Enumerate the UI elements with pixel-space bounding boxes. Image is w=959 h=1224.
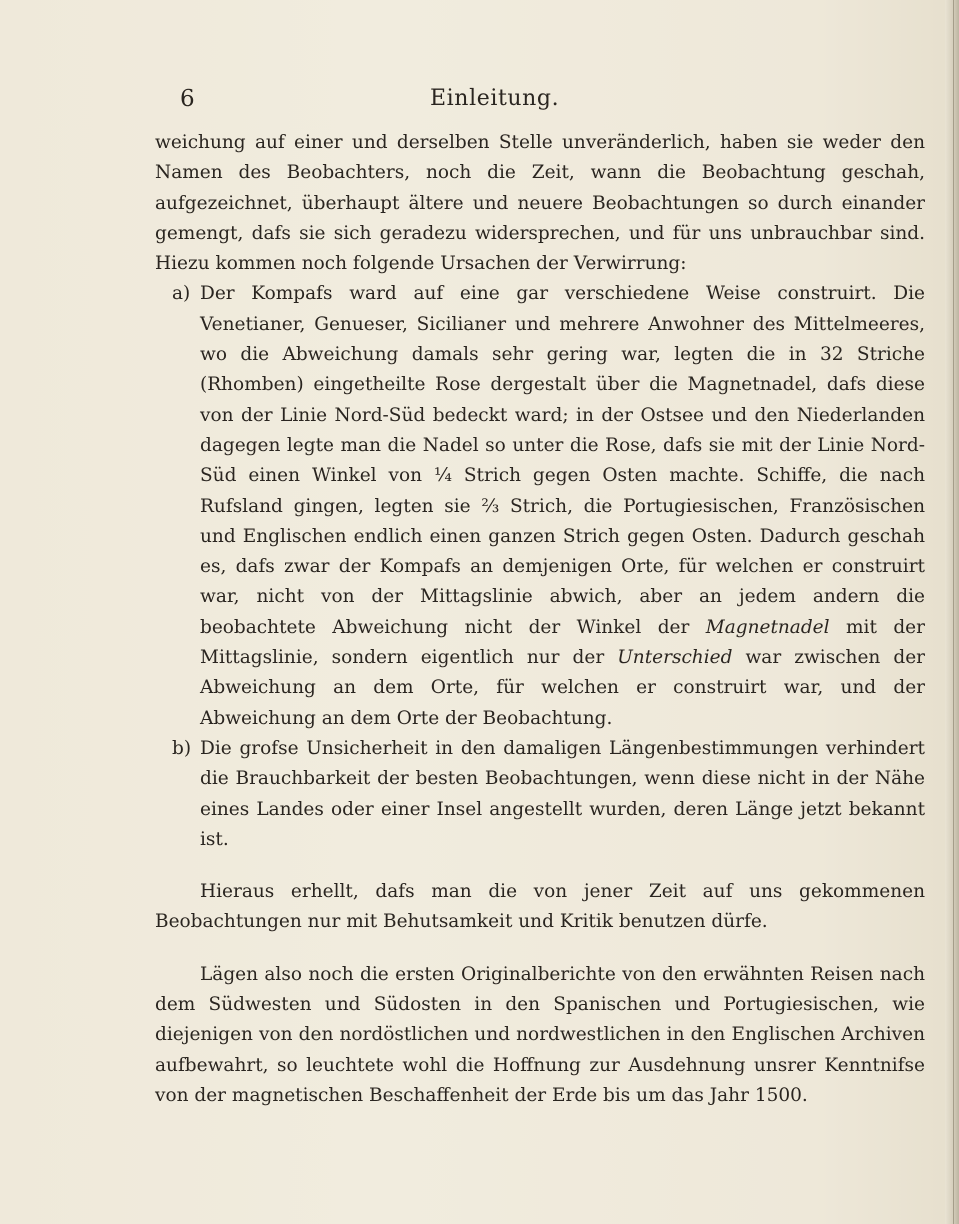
item-a-text-part2: mit der Mittagslinie, sondern eigentlich nur der (200, 616, 925, 669)
paragraph-gap (155, 938, 925, 960)
item-label-b: b) (172, 737, 192, 759)
page-number: 6 (180, 86, 195, 112)
item-a-italic-unterschied: Unterschied (617, 647, 733, 669)
list-item-b (155, 734, 925, 855)
running-head: Einleitung. (430, 86, 560, 111)
item-label-a: a) (172, 283, 191, 305)
page-edge-line (953, 0, 954, 1224)
item-a-italic-magnetnadel: Magnetnadel (705, 616, 830, 638)
page-edge (945, 0, 959, 1224)
paragraph-3: Lägen also noch die ersten Originalberichte von den erwähnten Reisen nach dem Südwesten und Südosten in den Spanischen und Portugiesischen, wie diejenigen von den nordöstlichen und nordwestlichen in den Englischen Archiven aufbewahrt, so leuchtete wohl die Hoffnung zur Ausdehnung unsrer Kenntnifse von der magnetischen Beschaffenheit der Erde bis um das Jahr 1500. (155, 963, 925, 1106)
paragraph-gap (155, 855, 925, 877)
intro-paragraph: weichung auf einer und derselben Stelle unveränderlich, haben sie weder den Namen des Beobachters, noch die Zeit, wann die Beobachtung geschah, aufgezeichnet, überhaupt ältere und neuere Beobachtungen so durch einander gemengt, dafs sie sich geradezu widersprechen, und für uns unbrauchbar sind. Hiezu kommen noch folgende Ursachen der Verwirrung: (155, 132, 925, 275)
page-header (0, 86, 959, 116)
paragraph-2: Hieraus erhellt, dafs man die von jener Zeit auf uns gekommenen Beobachtungen nur mit Behutsamkeit und Kritik benutzen dürfe. (155, 881, 925, 933)
text-block (155, 128, 925, 1111)
item-a-text-part1: Der Kompafs ward auf eine gar verschiedene Weise construirt. Die Venetianer, Genueser, Sicilianer und mehrere Anwohner des Mittelmeeres, wo die Abweichung damals sehr gering war, legten die in 32 Striche (Rhomben) eingetheilte Rose dergestalt über die Magnetnadel, dafs diese von der Linie Nord-Süd bedeckt ward; in der Ostsee und den Niederlanden dagegen legte man die Nadel so unter die Rose, dafs sie mit der Linie Nord-Süd einen Winkel von ¼ Strich gegen Osten machte. Schiffe, die nach Rufsland gingen, legten sie ⅔ Strich, die Portugiesischen, Französischen und Englischen endlich einen ganzen Strich gegen Osten. Dadurch geschah es, dafs zwar der Kompafs an demjenigen Orte, für welchen er construirt war, nicht von der Mittagslinie abwich, aber an jedem andern die beobachtete Abweichung nicht der Winkel der (200, 283, 925, 638)
list-item-a (155, 279, 925, 733)
item-a-text-part3: war zwischen der Abweichung an dem Orte, für welchen er construirt war, und der Abweichung an dem Orte der Beobachtung. (200, 647, 925, 729)
item-b-text: Die grofse Unsicherheit in den damaligen Längenbestimmungen verhindert die Brauchbarkeit der besten Beobachtungen, wenn diese nicht in der Nähe eines Landes oder einer Insel angestellt wurden, deren Länge jetzt bekannt ist. (200, 737, 925, 850)
